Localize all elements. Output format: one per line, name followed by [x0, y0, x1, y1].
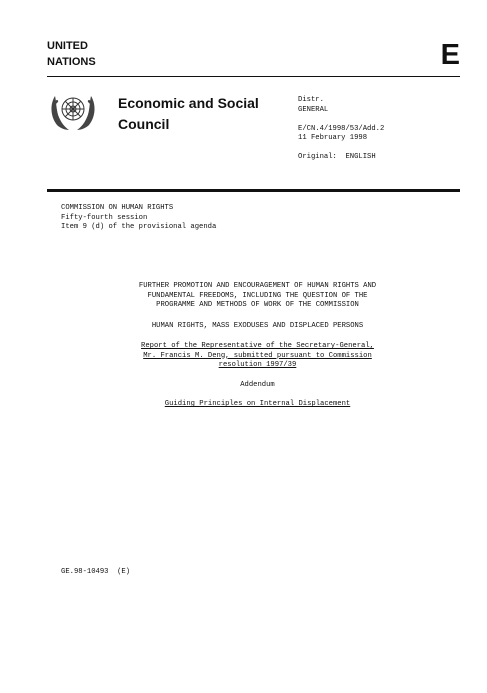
header-thick-divider: [47, 189, 460, 192]
document-code: GE.98-10493 (E): [61, 568, 131, 576]
session: Fifty-fourth session: [61, 213, 148, 222]
report-heading: [110, 342, 405, 371]
document-title: [110, 282, 405, 311]
title-line-2: FUNDAMENTAL FREEDOMS, INCLUDING THE QUESTION OF THE: [147, 291, 368, 300]
spacer: [298, 144, 384, 154]
report-line-2: Mr. Francis M. Deng, submitted pursuant to Commission: [143, 351, 372, 360]
report-line-1: Report of the Representative of the Secretary-General,: [141, 342, 374, 350]
language-letter: E: [440, 39, 460, 71]
header-divider: [47, 76, 460, 77]
distr-general: GENERAL: [298, 105, 329, 114]
spacer: [298, 115, 384, 125]
document-date: 11 February 1998: [298, 134, 368, 142]
distribution-block: [298, 96, 384, 163]
title-line-3: PROGRAMME AND METHODS OF WORK OF THE COMMISSION: [156, 301, 359, 309]
distr-label: Distr.: [298, 96, 324, 104]
council-line-2: Council: [118, 116, 170, 132]
agenda-item: Item 9 (d) of the provisional agenda: [61, 223, 217, 231]
original-language: Original: ENGLISH: [298, 153, 376, 161]
org-line-2: NATIONS: [47, 56, 96, 68]
commission-name: COMMISSION ON HUMAN RIGHTS: [61, 204, 174, 212]
council-name: [118, 93, 259, 135]
council-line-1: Economic and Social: [118, 95, 259, 111]
org-line-1: UNITED: [47, 40, 88, 52]
title-line-1: FURTHER PROMOTION AND ENCOURAGEMENT OF HUMAN RIGHTS AND: [138, 282, 377, 290]
document-symbol: E/CN.4/1998/53/Add.2: [298, 124, 385, 133]
un-emblem-icon: [47, 88, 99, 134]
commission-block: [61, 204, 216, 233]
report-line-3: resolution 1997/39: [218, 361, 297, 369]
document-subtitle: HUMAN RIGHTS, MASS EXODUSES AND DISPLACED PERSONS: [151, 322, 364, 330]
guiding-principles-title: Guiding Principles on Internal Displacement: [164, 400, 351, 408]
organization-name: [47, 38, 96, 70]
addendum-label: Addendum: [240, 381, 275, 389]
